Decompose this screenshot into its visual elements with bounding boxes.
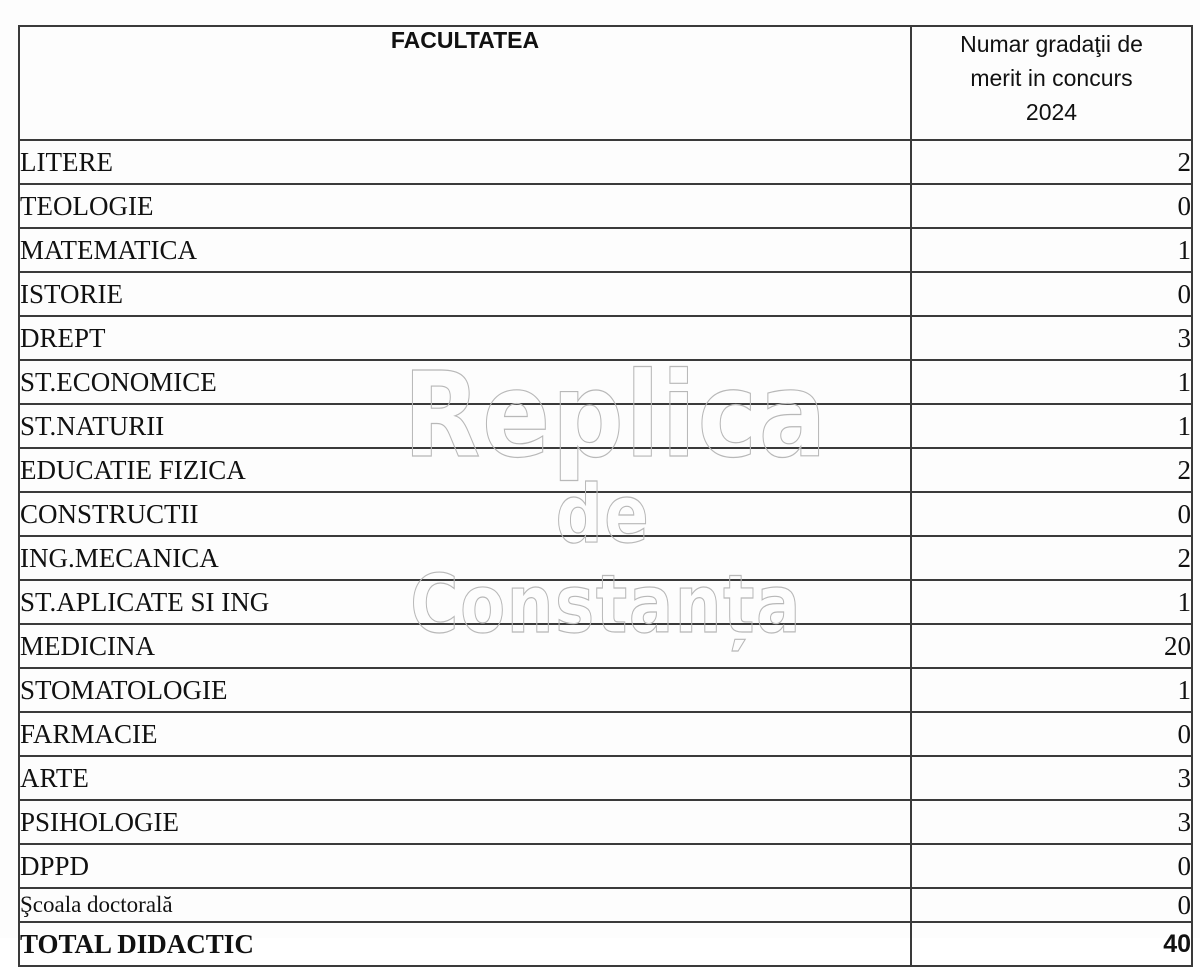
faculty-name: MATEMATICA: [19, 228, 911, 272]
watermark-line2: de Constanța: [410, 468, 802, 651]
table-row: [19, 228, 1192, 272]
table-row: [19, 712, 1192, 756]
gradation-count: 0: [911, 184, 1192, 228]
table-row: [19, 360, 1192, 404]
table-row: [19, 756, 1192, 800]
faculty-name: DREPT: [19, 316, 911, 360]
table-row: [19, 140, 1192, 184]
table-row: [19, 624, 1192, 668]
table-row: [19, 316, 1192, 360]
table-row: [19, 184, 1192, 228]
table-row: [19, 272, 1192, 316]
faculty-name: STOMATOLOGIE: [19, 668, 911, 712]
gradation-count: 0: [911, 492, 1192, 536]
table-row: [19, 536, 1192, 580]
faculty-name: PSIHOLOGIE: [19, 800, 911, 844]
faculty-name: Şcoala doctorală: [19, 888, 911, 922]
header-count-line2: merit in concurs: [970, 65, 1133, 91]
faculty-name: CONSTRUCTII: [19, 492, 911, 536]
header-row: [19, 26, 1192, 140]
faculty-name: ING.MECANICA: [19, 536, 911, 580]
faculty-name: TEOLOGIE: [19, 184, 911, 228]
table-row: [19, 448, 1192, 492]
gradation-count: 0: [911, 844, 1192, 888]
gradation-count: 3: [911, 800, 1192, 844]
header-count-line3: 2024: [1025, 99, 1078, 125]
gradation-count: 0: [911, 888, 1192, 922]
table-row: [19, 492, 1192, 536]
faculty-name: DPPD: [19, 844, 911, 888]
faculty-name: ST.ECONOMICE: [19, 360, 911, 404]
header-count: [911, 26, 1192, 140]
table-row: [19, 844, 1192, 888]
gradation-count: 0: [911, 272, 1192, 316]
watermark-line1: Replica: [403, 346, 829, 484]
gradation-count: 3: [911, 756, 1192, 800]
header-faculty: FACULTATEA: [19, 26, 911, 140]
table-row: [19, 888, 1192, 922]
gradation-count: 2: [911, 448, 1192, 492]
faculty-name: ISTORIE: [19, 272, 911, 316]
total-row: [19, 922, 1192, 966]
gradation-count: 2: [911, 140, 1192, 184]
merit-gradations-table: [18, 25, 1193, 967]
gradation-count: 0: [911, 712, 1192, 756]
faculty-name: EDUCATIE FIZICA: [19, 448, 911, 492]
table-row: [19, 404, 1192, 448]
gradation-count: 1: [911, 360, 1192, 404]
header-count-line1: Numar gradaţii de: [960, 31, 1143, 57]
gradation-count: 1: [911, 580, 1192, 624]
gradation-count: 1: [911, 228, 1192, 272]
gradation-count: 1: [911, 404, 1192, 448]
table-row: [19, 668, 1192, 712]
gradation-count: 1: [911, 668, 1192, 712]
faculty-name: ST.APLICATE SI ING: [19, 580, 911, 624]
faculty-name: FARMACIE: [19, 712, 911, 756]
gradation-count: 3: [911, 316, 1192, 360]
gradation-count: 2: [911, 536, 1192, 580]
table-row: [19, 580, 1192, 624]
faculty-name: LITERE: [19, 140, 911, 184]
total-count: 40: [911, 922, 1192, 966]
faculty-name: ST.NATURII: [19, 404, 911, 448]
table-row: [19, 800, 1192, 844]
faculty-name: ARTE: [19, 756, 911, 800]
gradation-count: 20: [911, 624, 1192, 668]
total-label: TOTAL DIDACTIC: [19, 922, 911, 966]
faculty-name: MEDICINA: [19, 624, 911, 668]
